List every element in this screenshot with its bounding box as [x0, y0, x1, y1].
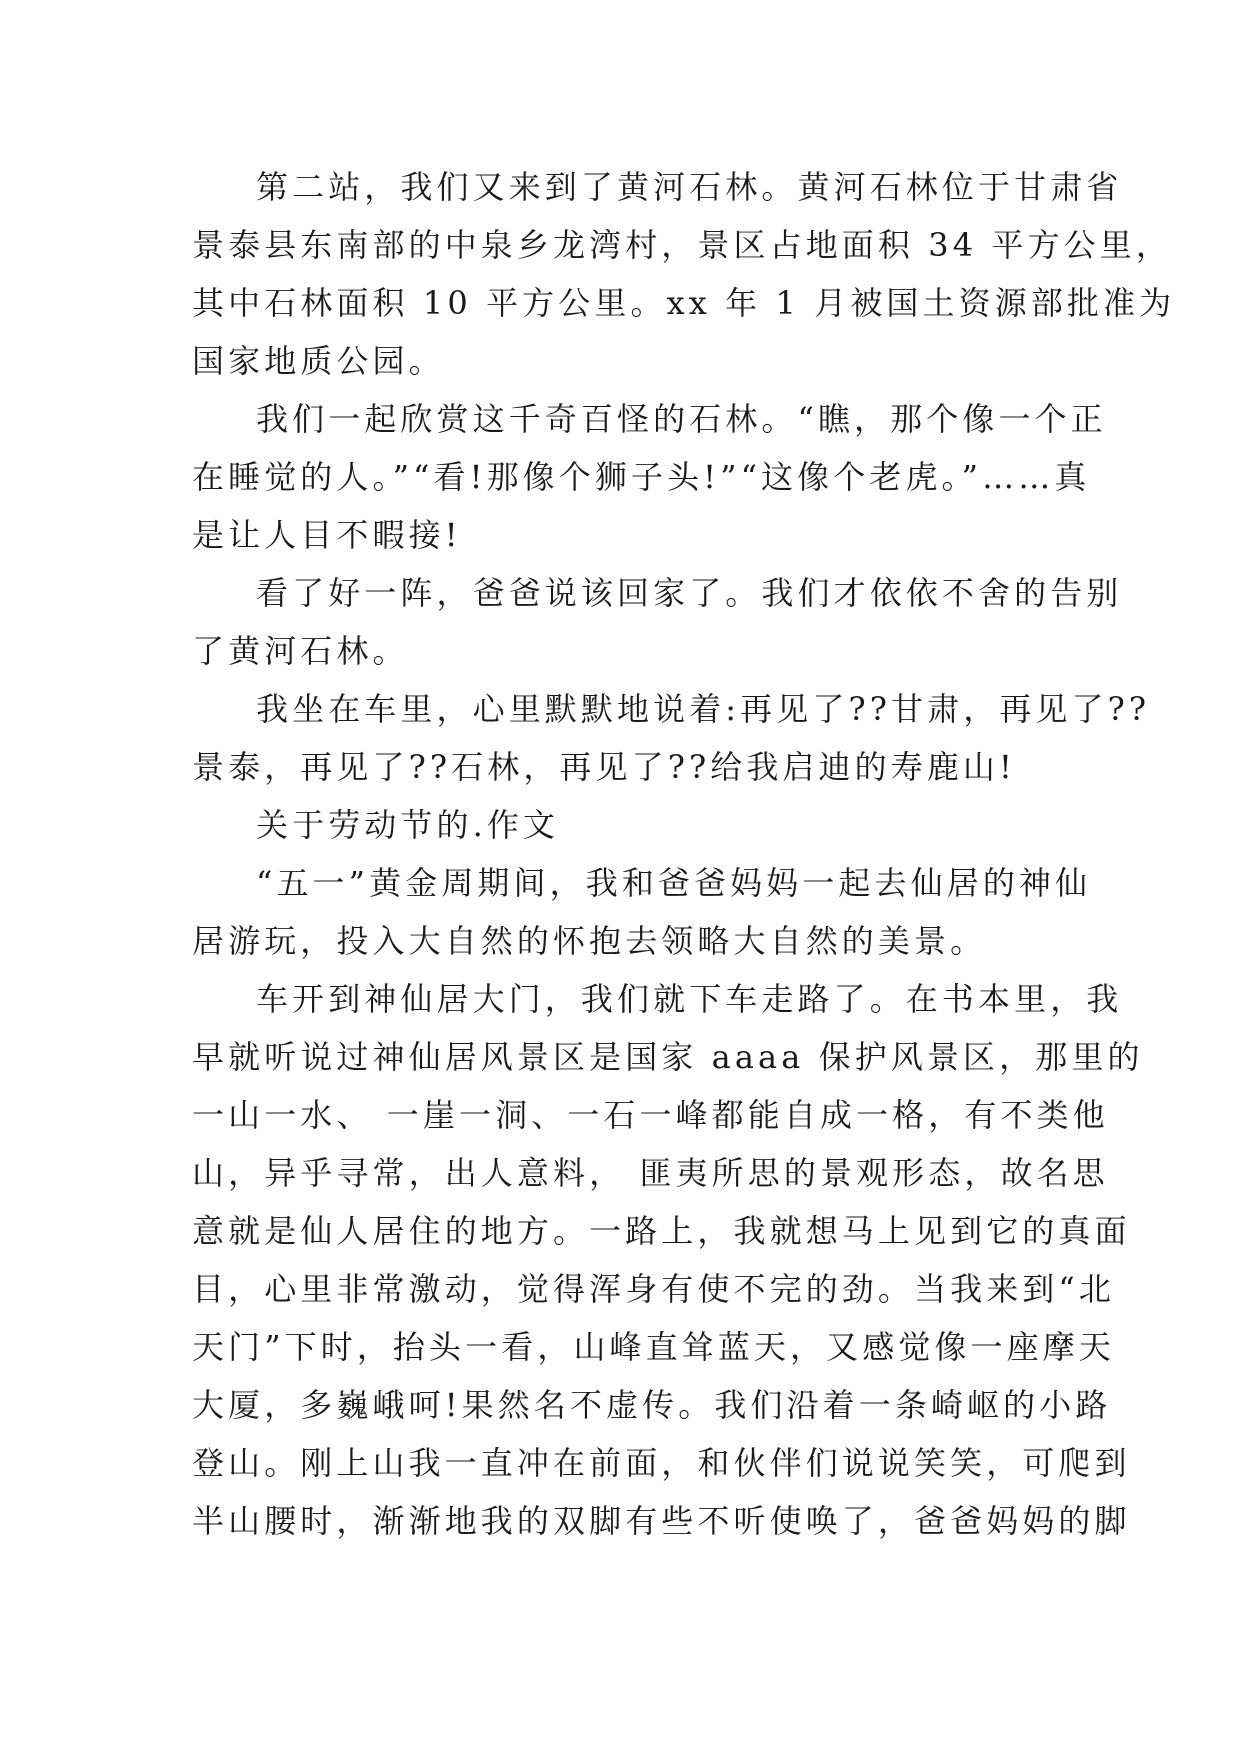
text-line: 目，心里非常激动，觉得浑身有使不完的劲。当我来到“北 [192, 1270, 1115, 1308]
text-line: 景泰县东南部的中泉乡龙湾村，景区占地面积 34 平方公里， [192, 226, 1172, 264]
text-line: 一山一水、 一崖一洞、一石一峰都能自成一格，有不类他 [192, 1096, 1109, 1134]
text-line: 第二站，我们又来到了黄河石林。黄河石林位于甘肃省 [256, 168, 1123, 206]
text-line: 意就是仙人居住的地方。一路上，我就想马上见到它的真面 [192, 1212, 1131, 1250]
text-line: 我坐在车里，心里默默地说着:再见了??甘肃，再见了?? [256, 690, 1151, 728]
text-line: 登山。刚上山我一直冲在前面，和伙伴们说说笑笑，可爬到 [192, 1444, 1131, 1482]
text-line: 车开到神仙居大门，我们就下车走路了。在书本里，我 [256, 980, 1123, 1018]
text-line: 大厦，多巍峨呵!果然名不虚传。我们沿着一条崎岖的小路 [192, 1386, 1112, 1424]
text-line: 山，异乎寻常，出人意料， 匪夷所思的景观形态，故名思 [192, 1154, 1109, 1192]
text-line: “五一”黄金周期间，我和爸爸妈妈一起去仙居的神仙 [256, 864, 1092, 902]
text-line: 了黄河石林。 [192, 632, 409, 670]
text-line: 其中石林面积 10 平方公里。xx 年 1 月被国土资源部批准为 [192, 284, 1176, 322]
text-line: 居游玩，投入大自然的怀抱去领略大自然的美景。 [192, 922, 987, 960]
text-line: 天门”下时，抬头一看，山峰直耸蓝天，又感觉像一座摩天 [192, 1328, 1115, 1366]
text-line: 看了好一阵，爸爸说该回家了。我们才依依不舍的告别 [256, 574, 1123, 612]
text-line: 我们一起欣赏这千奇百怪的石林。“瞧，那个像一个正 [256, 400, 1107, 438]
text-line: 早就听说过神仙居风景区是国家 aaaa 保护风景区，那里的 [192, 1038, 1144, 1076]
text-line: 景泰，再见了??石林，再见了??给我启迪的寿鹿山! [192, 748, 1016, 786]
text-line: 国家地质公园。 [192, 342, 445, 380]
text-line: 半山腰时，渐渐地我的双脚有些不听使唤了，爸爸妈妈的脚 [192, 1502, 1131, 1540]
text-line: 是让人目不暇接! [192, 516, 462, 554]
section-heading: 关于劳动节的.作文 [256, 806, 560, 844]
text-line: 在睡觉的人。”“看!那像个狮子头!”“这像个老虎。”……真 [192, 458, 1091, 496]
